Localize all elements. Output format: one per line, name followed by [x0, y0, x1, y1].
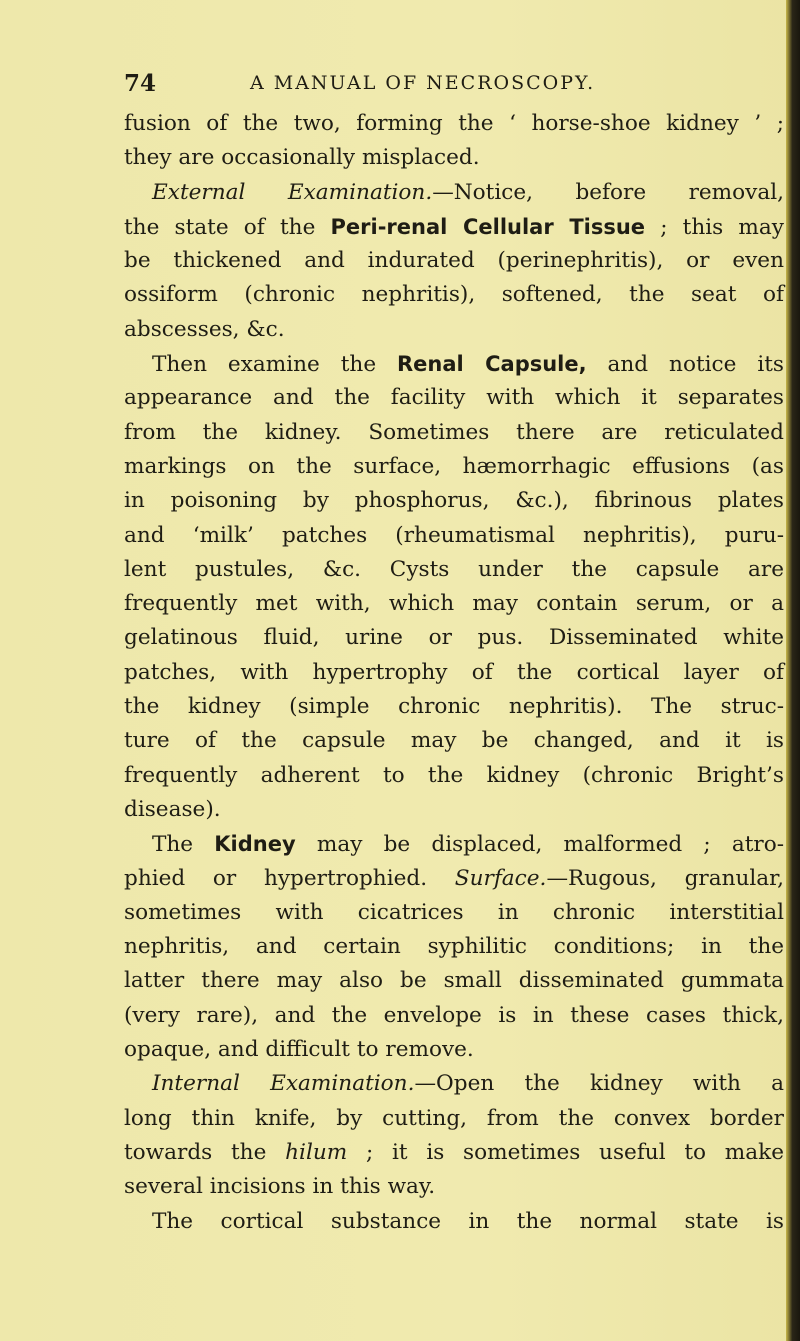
text-run: ; this may — [645, 214, 784, 240]
text-run: the kidney (simple chronic nephritis). The struc- — [124, 694, 784, 720]
text-run: the state of the — [124, 214, 331, 240]
text-run: patches, with hypertrophy of the cortical layer of — [124, 659, 784, 685]
text-line — [124, 999, 784, 1033]
text-run: from the kidney. Sometimes there are reticulated — [124, 419, 784, 445]
text-run: appearance and the facility with which it separates — [124, 385, 784, 411]
text-line — [124, 519, 784, 553]
text-line — [124, 724, 784, 758]
text-line — [124, 1205, 784, 1239]
text-line — [124, 278, 784, 312]
text-line — [124, 827, 784, 861]
text-run: and ‘milk’ patches (rheumatismal nephritis), puru- — [124, 522, 784, 548]
text-run: —Rugous, granular, — [546, 865, 784, 891]
text-run: The cortical substance in the normal state is — [152, 1208, 784, 1234]
text-line — [124, 210, 784, 244]
text-line — [124, 793, 784, 827]
text-line — [124, 759, 784, 793]
text-line — [124, 862, 784, 896]
text-run: may be displaced, malformed ; atro- — [295, 832, 784, 858]
running-header — [124, 70, 784, 100]
running-title: A MANUAL OF NECROSCOPY. — [250, 72, 596, 94]
page-number: 74 — [124, 70, 157, 97]
italic-term: External Examination. — [152, 179, 433, 205]
bold-term: Renal Capsule, — [397, 352, 587, 377]
text-line — [124, 244, 784, 278]
text-run: nephritis, and certain syphilitic conditions; in the — [124, 934, 784, 960]
text-run: sometimes with cicatrices in chronic interstitial — [124, 899, 784, 925]
text-run: in poisoning by phosphorus, &c.), fibrinous plates — [124, 488, 784, 514]
italic-term: Internal Examination. — [152, 1071, 415, 1097]
text-run: long thin knife, by cutting, from the convex border — [124, 1105, 784, 1131]
text-run: opaque, and difficult to remove. — [124, 1037, 474, 1063]
text-line — [124, 450, 784, 484]
italic-term: Surface. — [454, 865, 547, 891]
text-run: lent pustules, &c. Cysts under the capsule are — [124, 556, 784, 582]
text-run: ossiform (chronic nephritis), softened, the seat of — [124, 282, 784, 308]
text-line — [124, 621, 784, 655]
text-line — [124, 484, 784, 518]
text-run: phied or hypertrophied. — [124, 865, 455, 891]
text-line — [124, 587, 784, 621]
text-run: frequently met with, which may contain serum, or a — [124, 591, 784, 617]
text-run: disease). — [124, 796, 221, 822]
text-run: they are occasionally misplaced. — [124, 145, 480, 171]
italic-term: hilum — [285, 1139, 348, 1165]
text-line — [124, 553, 784, 587]
text-line — [124, 1136, 784, 1170]
text-line — [124, 964, 784, 998]
text-run: markings on the surface, hæmorrhagic effusions (as — [124, 453, 784, 479]
text-line — [124, 313, 784, 347]
text-run: gelatinous fluid, urine or pus. Disseminated white — [124, 625, 784, 651]
text-run: (very rare), and the envelope is in these cases thick, — [124, 1002, 784, 1028]
text-line — [124, 176, 784, 210]
text-line — [124, 1170, 784, 1204]
text-run: The — [152, 832, 215, 858]
text-run: be thickened and indurated (perinephritis), or even — [124, 248, 784, 274]
text-line — [124, 347, 784, 381]
text-run: —Notice, before removal, — [432, 179, 784, 205]
text-run: ture of the capsule may be changed, and it is — [124, 728, 784, 754]
text-run: several incisions in this way. — [124, 1174, 436, 1200]
text-line — [124, 1033, 784, 1067]
text-line — [124, 1067, 784, 1101]
bold-term: Kidney — [214, 832, 296, 857]
text-line — [124, 896, 784, 930]
text-run: Then examine the — [152, 352, 398, 378]
text-line — [124, 107, 784, 141]
text-run: and notice its — [586, 352, 784, 378]
text-line — [124, 656, 784, 690]
text-run: fusion of the two, forming the ‘ horse-shoe kidney ’ ; — [124, 111, 784, 136]
page-edge — [786, 0, 800, 1341]
text-run: ; it is sometimes useful to make — [347, 1139, 785, 1165]
text-run: latter there may also be small disseminated gummata — [124, 968, 784, 994]
text-line — [124, 416, 784, 450]
text-run: towards the — [124, 1139, 286, 1165]
text-line — [124, 141, 784, 175]
text-line — [124, 930, 784, 964]
body-text — [124, 107, 784, 1239]
bold-term: Peri-renal Cellular Tissue — [330, 214, 646, 239]
text-line — [124, 1102, 784, 1136]
text-run: frequently adherent to the kidney (chronic Bright’s — [124, 762, 784, 788]
text-line — [124, 690, 784, 724]
text-line — [124, 381, 784, 415]
text-run: abscesses, &c. — [124, 316, 285, 342]
text-run: —Open the kidney with a — [414, 1071, 784, 1097]
